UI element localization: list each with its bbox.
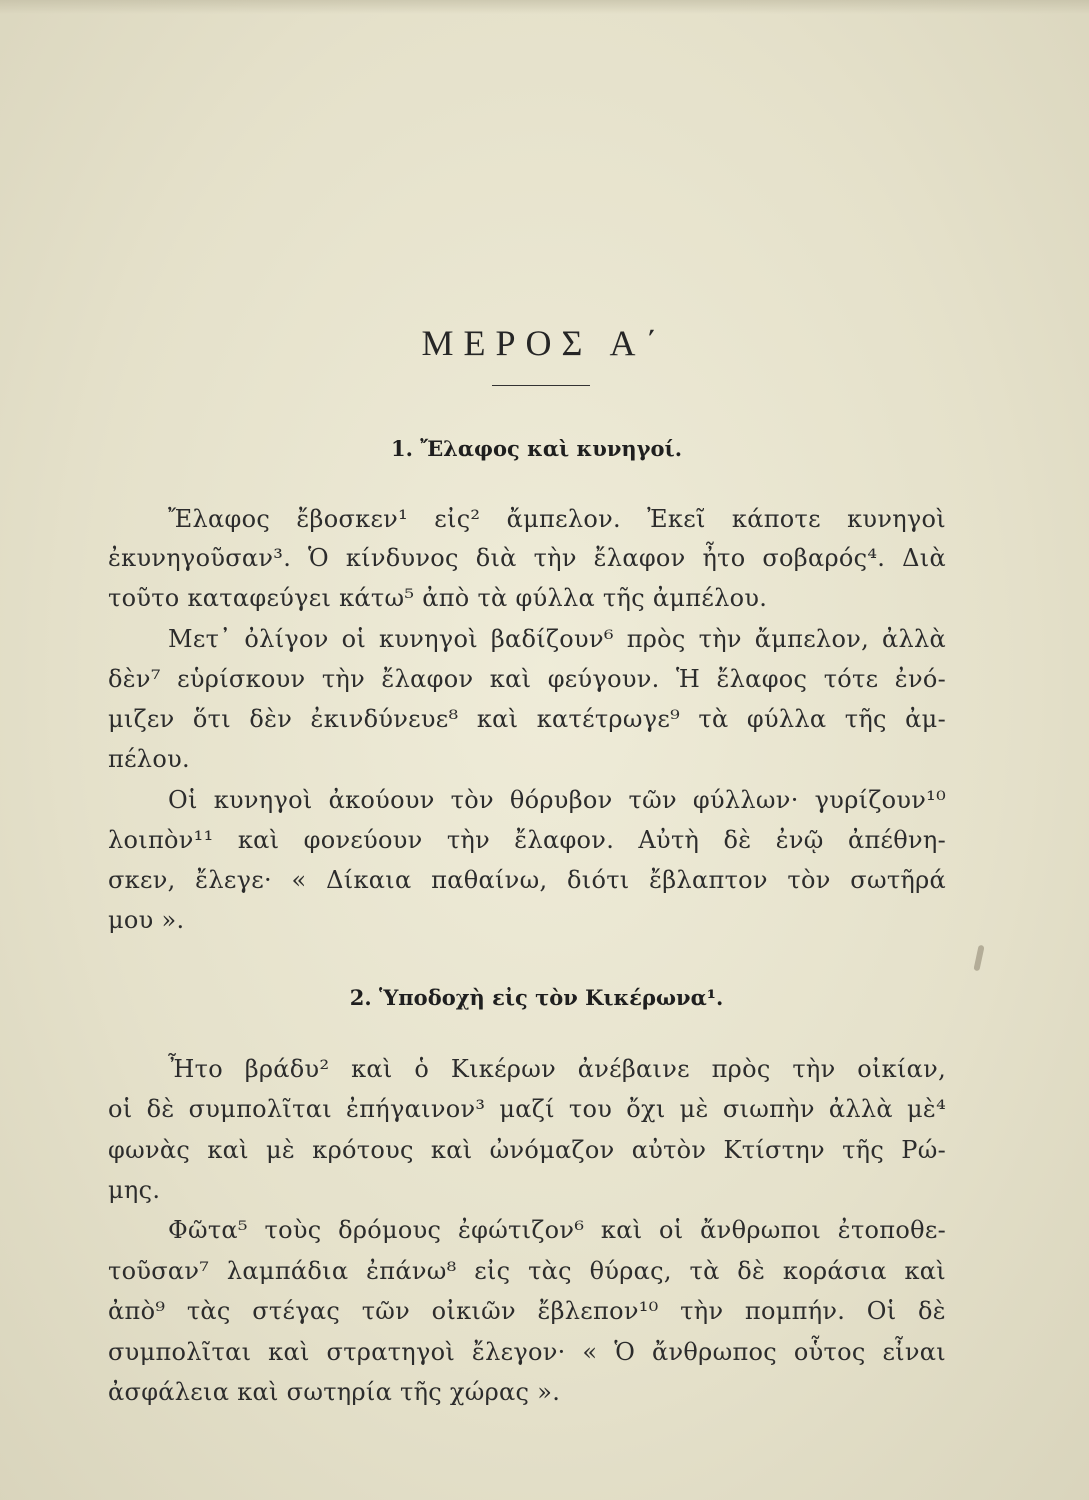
text-line: ἐκυνηγοῦσαν³. Ὁ κίνδυνος διὰ τὴν ἔλαφον ἦτο σοβαρός⁴. Διὰ [108,544,946,572]
text-line: δὲν⁷ εὑρίσκουν τὴν ἔλαφον καὶ φεύγουν. Ἡ ἔλαφος τότε ἐνό- [108,665,946,693]
text-line: Ἔλαφος ἔβοσκεν¹ εἰς² ἄμπελον. Ἐκεῖ κάποτε κυνηγοὶ [168,505,946,533]
text-line: οἱ δὲ συμπολῖται ἐπήγαινον³ μαζί του ὄχι μὲ σιωπὴν ἀλλὰ μὲ⁴ [108,1095,946,1123]
part-title: ΜΕΡΟΣ Α΄ [421,323,668,363]
text-line: ἀσφάλεια καὶ σωτηρία τῆς χώρας ». [108,1378,561,1406]
section-heading-1: 1. Ἔλαφος καὶ κυνηγοί. [390,436,683,461]
text-line: φωνὰς καὶ μὲ κρότους καὶ ὠνόμαζον αὐτὸν Κτίστην τῆς Ρώ- [108,1136,946,1164]
text-line: Ἦτο βράδυ² καὶ ὁ Κικέρων ἀνέβαινε πρὸς τὴν οἰκίαν, [168,1055,946,1083]
text-line: συμπολῖται καὶ στρατηγοὶ ἔλεγον· « Ὁ ἄνθρωπος οὗτος εἶναι [108,1338,946,1366]
page-edge-shadow [0,0,1089,14]
section-heading-2: 2. Ὑποδοχὴ εἰς τὸν Κικέρωνα¹. [349,985,724,1010]
text-line: μου ». [108,906,185,934]
text-line: τοῦσαν⁷ λαμπάδια ἐπάνω⁸ εἰς τὰς θύρας, τὰ δὲ κοράσια καὶ [108,1257,946,1285]
ink-blemish [973,945,984,972]
title-divider [492,385,590,386]
text-line: λοιπὸν¹¹ καὶ φονεύουν τὴν ἔλαφον. Αὐτὴ δὲ ἐνῷ ἀπέθνη- [108,826,946,854]
text-line: σκεν, ἔλεγε· « Δίκαια παθαίνω, διότι ἔβλαπτον τὸν σωτῆρά [108,866,946,894]
text-line: τοῦτο καταφεύγει κάτω⁵ ἀπὸ τὰ φύλλα τῆς ἀμπέλου. [108,584,768,612]
text-line: πέλου. [108,745,190,773]
text-line: ἀπὸ⁹ τὰς στέγας τῶν οἰκιῶν ἔβλεπον¹⁰ τὴν πομπήν. Οἱ δὲ [108,1297,946,1325]
text-line: μιζεν ὅτι δὲν ἐκινδύνευε⁸ καὶ κατέτρωγε⁹ τὰ φύλλα τῆς ἀμ- [108,705,946,733]
text-line: Οἱ κυνηγοὶ ἀκούουν τὸν θόρυβον τῶν φύλλων· γυρίζουν¹⁰ [168,786,946,814]
text-line: Μετ᾽ ὀλίγον οἱ κυνηγοὶ βαδίζουν⁶ πρὸς τὴν ἄμπελον, ἀλλὰ [168,625,946,653]
text-line: Φῶτα⁵ τοὺς δρόμους ἐφώτιζον⁶ καὶ οἱ ἄνθρωποι ἐτοποθε- [168,1216,946,1244]
text-line: μης. [108,1176,161,1204]
